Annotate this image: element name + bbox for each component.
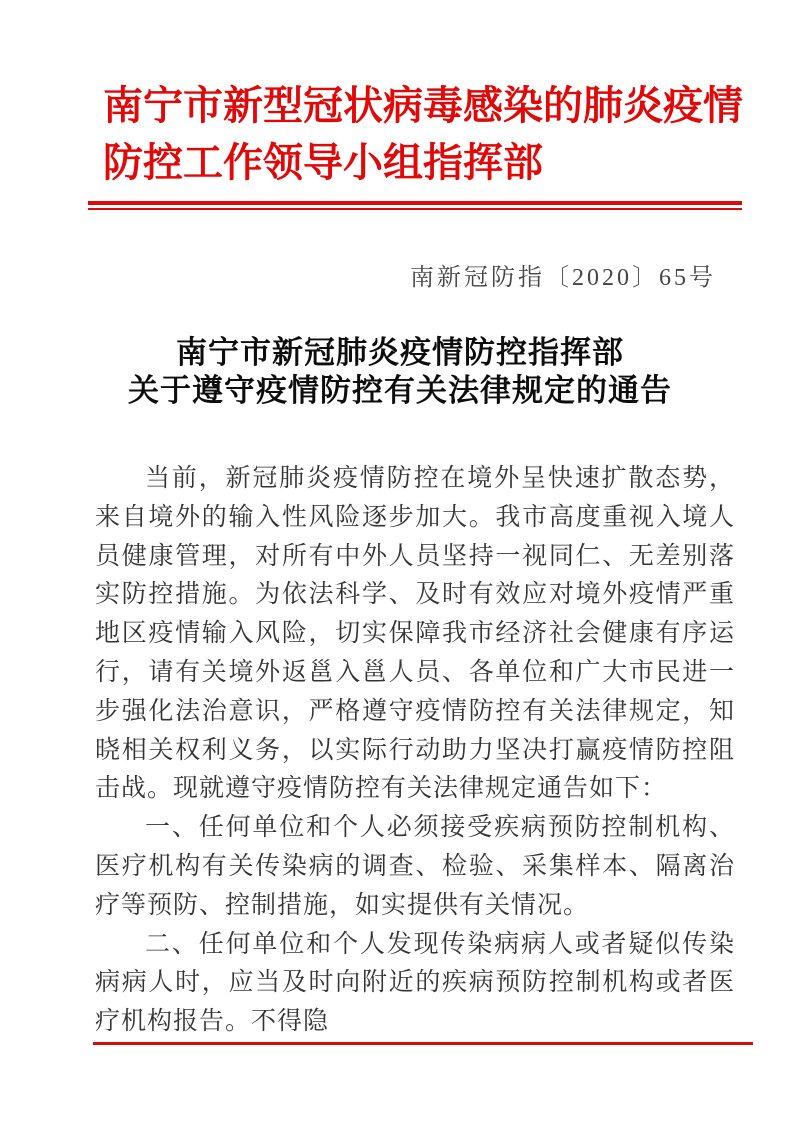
letterhead-line-2: 防控工作领导小组指挥部 [103,140,543,185]
letterhead-double-rule [88,201,742,210]
document-body [95,460,735,1042]
rule-thick [88,201,742,205]
title-line-2: 关于遵守疫情防控有关法律规定的通告 [128,373,672,408]
letterhead [103,82,743,186]
rule-thin [88,208,742,210]
letterhead-line-1: 南宁市新型冠状病毒感染的肺炎疫情 [103,83,743,128]
body-paragraph: 二、任何单位和个人发现传染病病人或者疑似传染病病人时，应当及时向附近的疾病预防控制机构或者医疗机构报告。不得隐 [95,930,735,1036]
document-title [0,334,800,410]
doc-number: 南新冠防指〔2020〕65号 [410,265,716,291]
body-paragraph: 当前，新冠肺炎疫情防控在境外呈快速扩散态势，来自境外的输入性风险逐步加大。我市高度重视入境人员健康管理，对所有中外人员坚持一视同仁、无差别落实防控措施。为依法科学、及时有效应对境外疫情严重地区疫情输入风险，切实保障我市经济社会健康有序运行，请有关境外返邕入邕人员、各单位和广大市民进一步强化法治意识，严格遵守疫情防控有关法律规定，知晓相关权利义务，以实际行动助力坚决打赢疫情防控阻击战。现就遵守疫情防控有关法律规定通告如下： [95,465,735,803]
title-line-1: 南宁市新冠肺炎疫情防控指挥部 [176,335,624,370]
footer-rule [93,1042,753,1045]
body-paragraph: 一、任何单位和个人必须接受疾病预防控制机构、医疗机构有关传染病的调查、检验、采集样本、隔离治疗等预防、控制措施，如实提供有关情况。 [95,814,735,919]
